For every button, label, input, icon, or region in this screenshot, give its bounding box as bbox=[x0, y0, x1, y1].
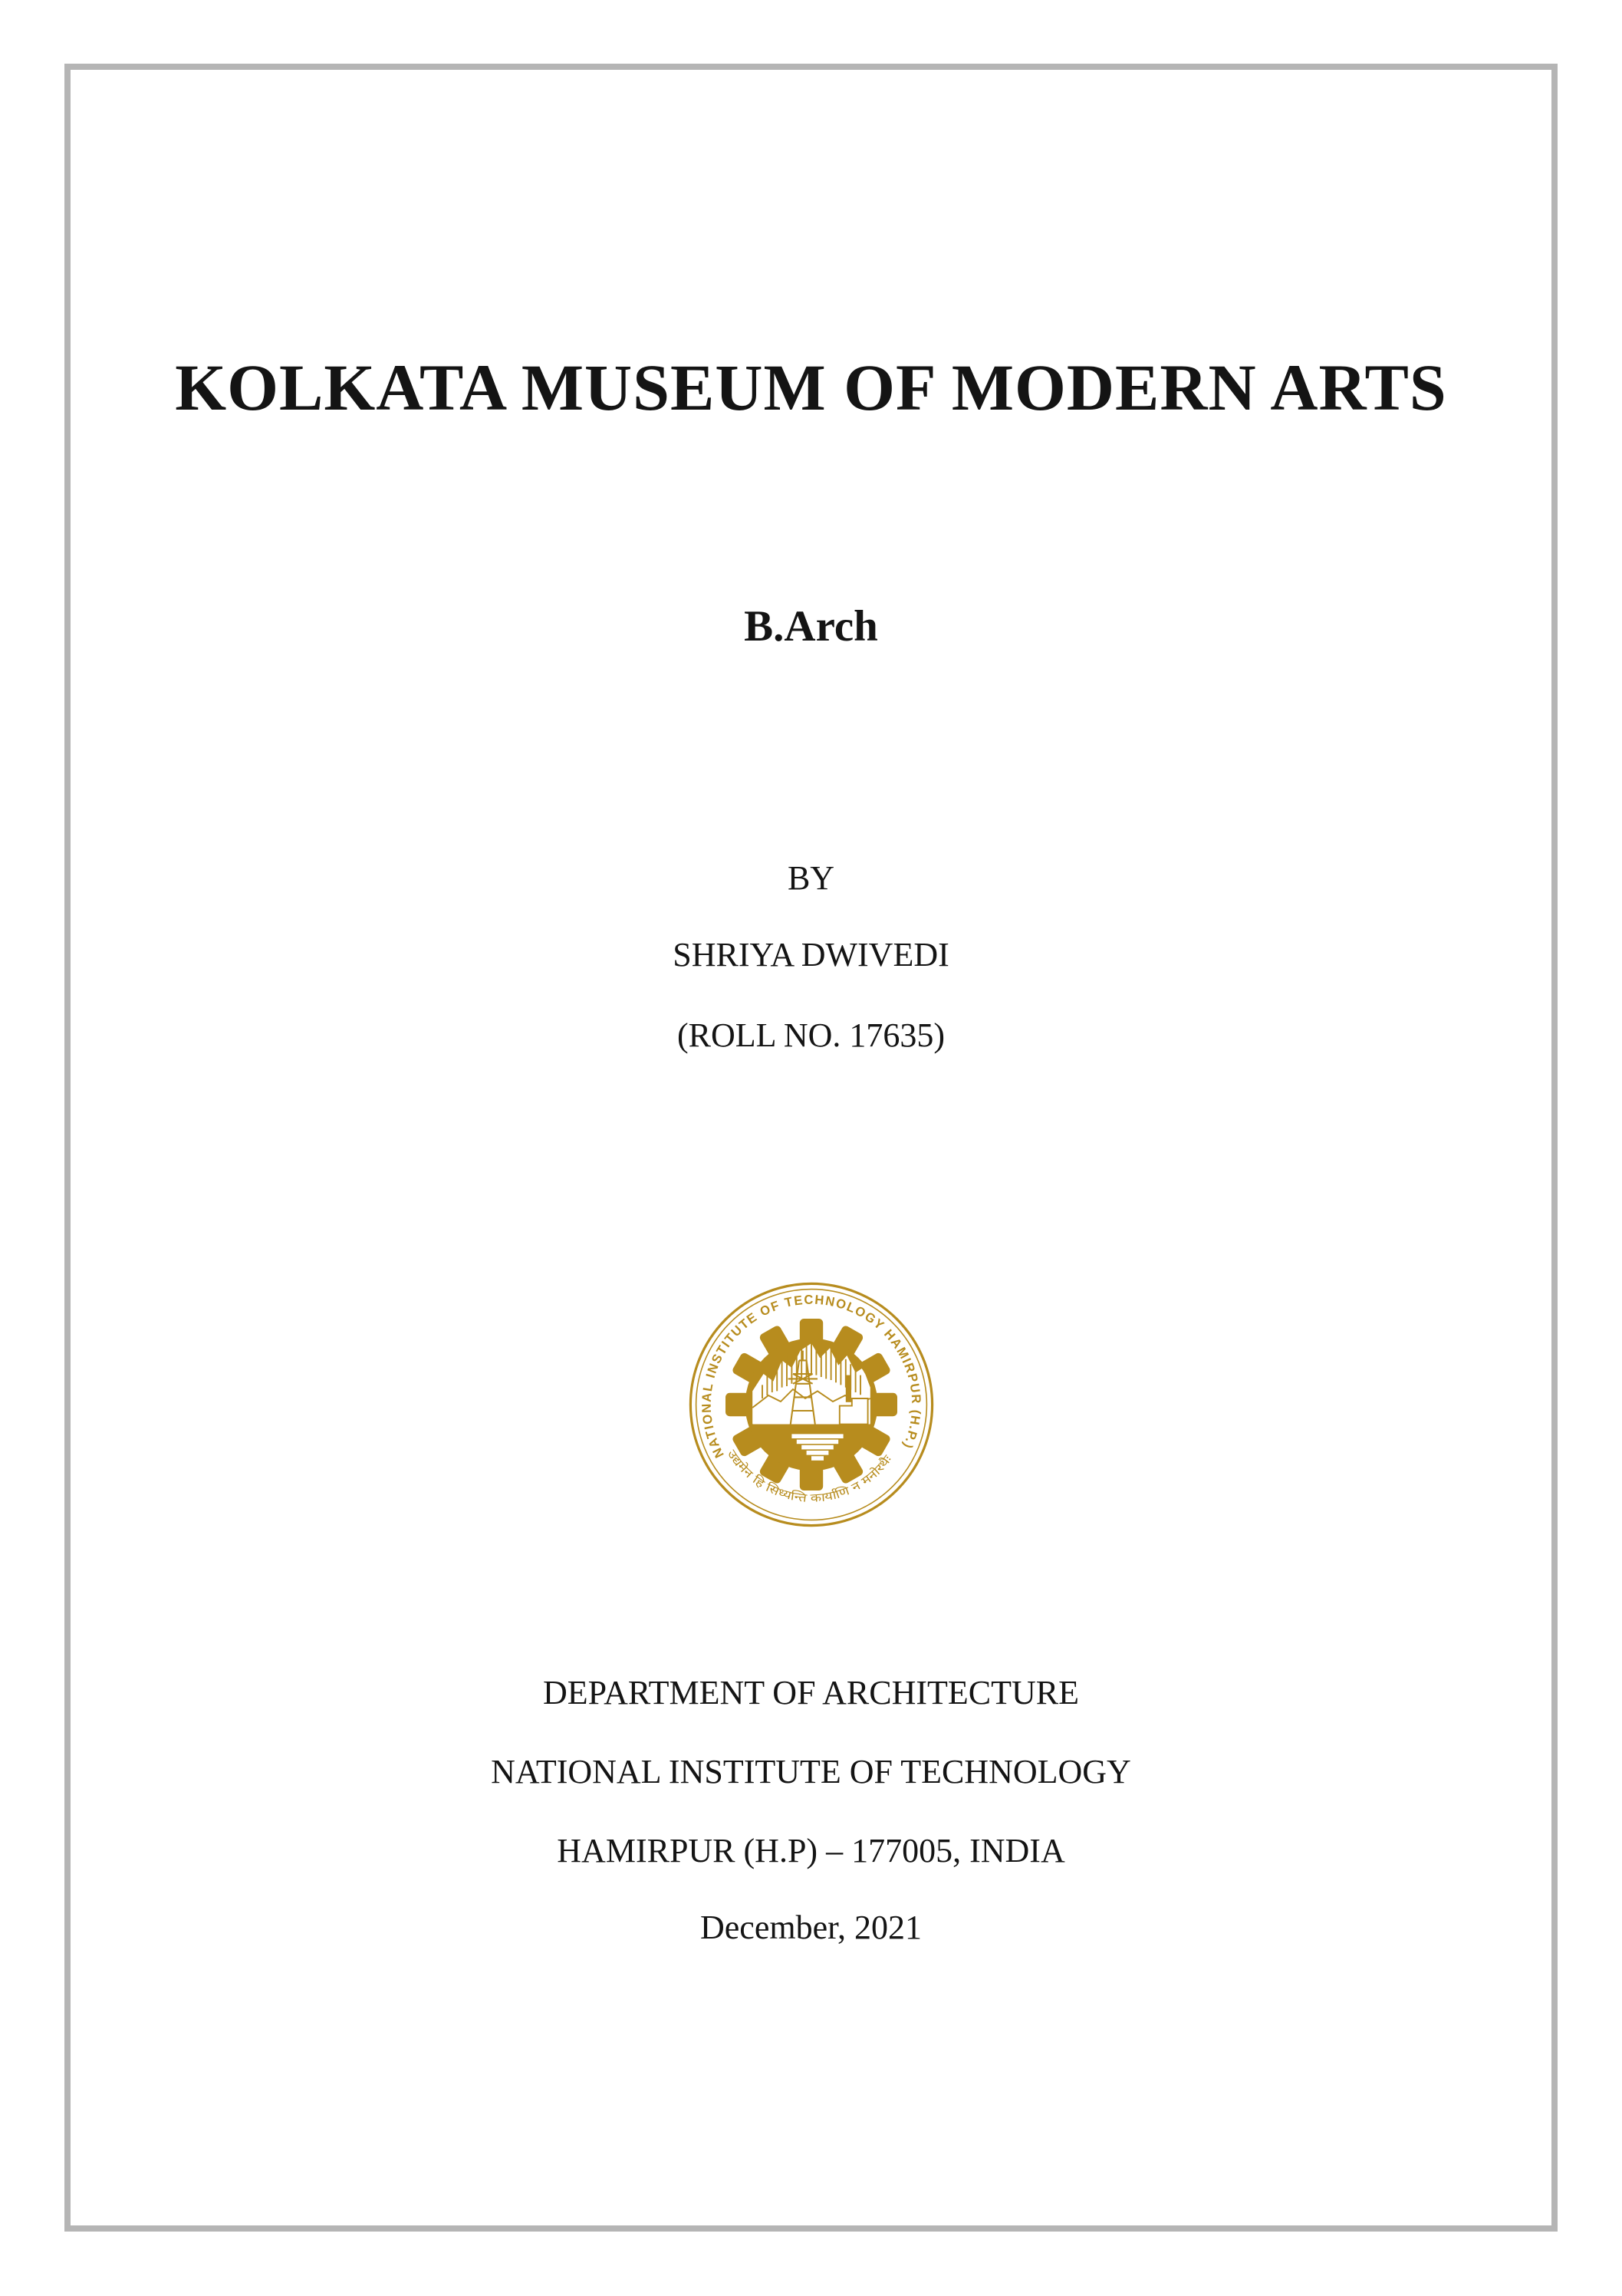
degree-label: B.Arch bbox=[744, 602, 878, 651]
address-line: HAMIRPUR (H.P) – 177005, INDIA bbox=[557, 1832, 1065, 1869]
department-line: DEPARTMENT OF ARCHITECTURE bbox=[543, 1674, 1079, 1711]
institute-line: NATIONAL INSTITUTE OF TECHNOLOGY bbox=[491, 1753, 1131, 1790]
institute-seal-logo bbox=[689, 1282, 934, 1527]
nit-hamirpur-seal-icon bbox=[689, 1282, 934, 1527]
seal-ring-text: NATIONAL INSTITUTE OF TECHNOLOGY HAMIRPUR (H.P.) bbox=[699, 1292, 924, 1461]
seal-motto-text: उद्यमेन हि सिध्यन्ति कार्याणि न मनोरथैः bbox=[724, 1447, 893, 1505]
author-name: SHRIYA DWIVEDI bbox=[673, 936, 949, 973]
date-line: December, 2021 bbox=[699, 1909, 922, 1946]
roll-number: (ROLL NO. 17635) bbox=[676, 1016, 946, 1054]
report-title: KOLKATA MUSEUM OF MODERN ARTS bbox=[175, 351, 1447, 424]
by-label: BY bbox=[787, 859, 835, 897]
